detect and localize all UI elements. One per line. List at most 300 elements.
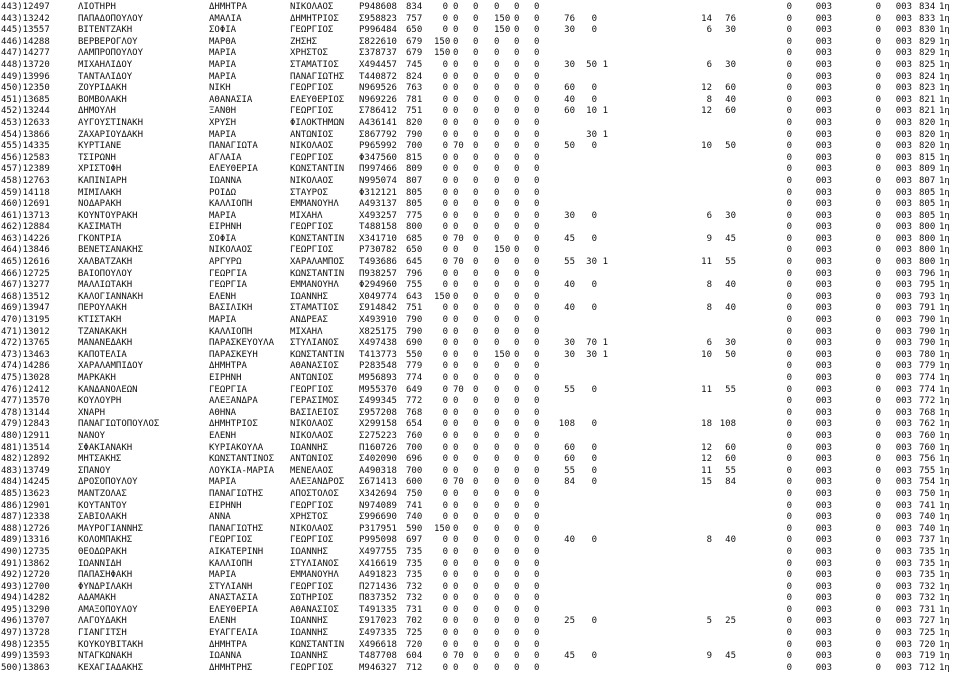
cell-grade: 1η: [939, 106, 950, 117]
cell-f5: 0: [534, 454, 540, 465]
cell-code2: 003: [895, 233, 912, 244]
cell-f2: 0: [473, 245, 479, 256]
cell-father_name: ΓΕΩΡΓΙΟΣ: [290, 222, 334, 233]
cell-total: 755: [919, 465, 936, 476]
cell-surname: ΜΑΝΤΖΟΛΑΣ: [78, 488, 127, 499]
cell-idx: 500)13863: [1, 662, 50, 673]
cell-f7: 0: [591, 384, 597, 395]
cell-sub2: 55: [725, 465, 736, 476]
cell-first_name: ΙΩΑΝΝΑ: [209, 175, 242, 186]
cell-score: 697: [406, 535, 423, 546]
cell-code2: 003: [895, 639, 912, 650]
cell-score: 824: [406, 71, 423, 82]
cell-sub2: 84: [725, 477, 736, 488]
cell-f2: 0: [473, 222, 479, 233]
cell-idx: 488)12726: [1, 523, 50, 534]
cell-total: 790: [919, 315, 936, 326]
cell-f3: 0: [494, 454, 500, 465]
cell-f3: 0: [494, 338, 500, 349]
cell-f3: 0: [494, 36, 500, 47]
cell-code2: 003: [895, 326, 912, 337]
cell-surname: ΛΑΓΟΥΔΑΚΗ: [78, 616, 127, 627]
cell-bonus: 0: [442, 384, 448, 395]
cell-total: 829: [919, 36, 936, 47]
cell-z1: 0: [786, 48, 792, 59]
cell-f4: 0: [514, 616, 520, 627]
cell-first_name: ΓΕΩΡΓΙΟΣ: [209, 535, 253, 546]
cell-first_name: ΙΩΑΝΝΑ: [209, 651, 242, 662]
cell-code2: 003: [895, 25, 912, 36]
cell-sub1: 15: [701, 477, 712, 488]
table-row: [0, 443, 959, 455]
cell-sub1: 9: [706, 651, 712, 662]
cell-father_name: ΑΘΑΝΑΣΙΟΣ: [290, 604, 339, 615]
cell-id_card: Τ413773: [359, 349, 397, 360]
cell-sub1: 12: [701, 106, 712, 117]
cell-code: 003: [815, 384, 832, 395]
cell-id_card: Ρ995098: [359, 535, 397, 546]
cell-idx: 482)12892: [1, 454, 50, 465]
cell-z1: 0: [786, 117, 792, 128]
cell-bonus: 0: [442, 338, 448, 349]
cell-f7: 0: [591, 442, 597, 453]
cell-id_card: Σ671413: [359, 477, 397, 488]
cell-f5: 0: [534, 338, 540, 349]
cell-idx: 475)13028: [1, 373, 50, 383]
cell-z2: 0: [875, 71, 881, 82]
cell-f6: 40: [564, 280, 575, 291]
cell-f2: 0: [473, 25, 479, 36]
cell-code: 003: [815, 454, 832, 465]
cell-f4: 0: [514, 454, 520, 465]
cell-f4: 0: [514, 175, 520, 186]
cell-bonus: 0: [442, 396, 448, 407]
cell-surname: ΝΟΔΑΡΑΚΗ: [78, 199, 122, 210]
cell-grade: 1η: [939, 164, 950, 175]
cell-sub2: 40: [725, 303, 736, 314]
cell-z2: 0: [875, 257, 881, 268]
cell-f1: 70: [453, 477, 464, 488]
cell-f5: 0: [534, 396, 540, 407]
cell-f7: 0: [591, 616, 597, 627]
cell-score: 712: [406, 662, 423, 673]
cell-f1: 0: [453, 558, 459, 569]
cell-id_card: Σ275223: [359, 430, 397, 441]
cell-code2: 003: [895, 419, 912, 430]
cell-f4: 0: [514, 210, 520, 221]
cell-idx: 496)13707: [1, 616, 50, 627]
cell-id_card: Χ416619: [359, 558, 397, 569]
cell-z1: 0: [786, 454, 792, 465]
cell-f3: 0: [494, 477, 500, 488]
cell-f5: 0: [534, 523, 540, 534]
cell-grade: 1η: [939, 83, 950, 94]
cell-sub1: 12: [701, 454, 712, 465]
cell-f4: 0: [514, 535, 520, 546]
cell-f3: 0: [494, 175, 500, 186]
cell-id_card: Τ487708: [359, 651, 397, 662]
table-row: [0, 385, 959, 397]
cell-f3: 0: [494, 222, 500, 233]
cell-first_name: ΔΗΜΗΤΡΑ: [209, 2, 247, 12]
cell-code2: 003: [895, 291, 912, 302]
cell-sub2: 40: [725, 280, 736, 291]
cell-code2: 003: [895, 442, 912, 453]
table-row: [0, 489, 959, 501]
cell-surname: ΘΕΟΔΩΡΑΚΗ: [78, 546, 127, 557]
cell-grade: 1η: [939, 442, 950, 453]
cell-f4: 0: [514, 349, 520, 360]
cell-idx: 483)13749: [1, 465, 50, 476]
table-row: [0, 396, 959, 408]
cell-idx: 473)13463: [1, 349, 50, 360]
cell-f1: 0: [453, 59, 459, 70]
cell-f2: 0: [473, 628, 479, 639]
cell-z1: 0: [786, 662, 792, 673]
cell-score: 700: [406, 141, 423, 152]
cell-first_name: ΑΘΗΝΑ: [209, 407, 237, 418]
cell-id_card: Σ917023: [359, 616, 397, 627]
cell-bonus: 0: [442, 280, 448, 291]
cell-f2: 0: [473, 117, 479, 128]
cell-z2: 0: [875, 129, 881, 140]
table-row: [0, 535, 959, 547]
table-row: [0, 199, 959, 211]
cell-sub2: 55: [725, 257, 736, 268]
cell-f4: 0: [514, 662, 520, 673]
cell-father_name: ΚΩΝΣΤΑΝΤΙΝ: [290, 164, 345, 175]
cell-total: 791: [919, 303, 936, 314]
cell-f2: 0: [473, 48, 479, 59]
table-row: [0, 95, 959, 107]
cell-total: 834: [919, 2, 936, 12]
cell-f4: 0: [514, 488, 520, 499]
cell-score: 834: [406, 2, 423, 12]
cell-f3: 0: [494, 570, 500, 581]
cell-f5: 0: [534, 152, 540, 163]
cell-f5: 0: [534, 465, 540, 476]
cell-surname: ΝΑΝΟΥ: [78, 430, 106, 441]
cell-idx: 463)14226: [1, 233, 50, 244]
cell-first_name: ΓΕΩΡΓΙΑ: [209, 280, 247, 291]
cell-code2: 003: [895, 500, 912, 511]
cell-f3: 0: [494, 430, 500, 441]
cell-grade: 1η: [939, 117, 950, 128]
cell-f3: 0: [494, 407, 500, 418]
cell-z2: 0: [875, 222, 881, 233]
cell-f4: 0: [514, 558, 520, 569]
cell-score: 735: [406, 558, 423, 569]
cell-z1: 0: [786, 303, 792, 314]
cell-f4: 0: [514, 59, 520, 70]
cell-first_name: ΕΛΕΥΘΕΡΙΑ: [209, 604, 258, 615]
cell-f3: 0: [494, 384, 500, 395]
cell-total: 756: [919, 454, 936, 465]
cell-grade: 1η: [939, 430, 950, 441]
cell-z1: 0: [786, 535, 792, 546]
cell-father_name: ΙΩΑΝΝΗΣ: [290, 628, 328, 639]
cell-bonus: 0: [442, 13, 448, 24]
cell-f4: 0: [514, 129, 520, 140]
cell-id_card: Ρ948608: [359, 2, 397, 12]
cell-surname: ΜΙΧΑΗΛΙΔΟΥ: [78, 59, 133, 70]
cell-id_card: Ρ996484: [359, 25, 397, 36]
cell-f4: 0: [514, 268, 520, 279]
cell-surname: ΜΑΛΛΙΩΤΑΚΗ: [78, 280, 133, 291]
cell-id_card: Χ049774: [359, 291, 397, 302]
cell-score: 741: [406, 500, 423, 511]
cell-father_name: ΜΙΧΑΗΛ: [290, 210, 323, 221]
cell-bonus: 0: [442, 546, 448, 557]
cell-code: 003: [815, 396, 832, 407]
cell-idx: 486)12901: [1, 500, 50, 511]
cell-f1: 0: [453, 662, 459, 673]
cell-score: 700: [406, 465, 423, 476]
cell-idx: 454)13866: [1, 129, 50, 140]
cell-score: 731: [406, 604, 423, 615]
cell-bonus: 150: [434, 36, 451, 47]
cell-f1: 0: [453, 129, 459, 140]
cell-father_name: ΜΕΝΕΛΑΟΣ: [290, 465, 334, 476]
cell-z2: 0: [875, 535, 881, 546]
cell-father_name: ΔΗΜΗΤΡΙΟΣ: [290, 13, 339, 24]
cell-bonus: 0: [442, 83, 448, 94]
cell-f3: 0: [494, 187, 500, 198]
table-row: [0, 245, 959, 257]
cell-z2: 0: [875, 442, 881, 453]
cell-f5: 0: [534, 164, 540, 175]
cell-id_card: Χ341710: [359, 233, 397, 244]
cell-score: 757: [406, 13, 423, 24]
table-row: [0, 222, 959, 234]
cell-f3: 0: [494, 48, 500, 59]
cell-id_card: Ρ283548: [359, 361, 397, 372]
cell-code: 003: [815, 245, 832, 256]
cell-bonus: 0: [442, 651, 448, 662]
cell-surname: ΑΔΑΜΑΚΗ: [78, 593, 116, 604]
cell-f1: 0: [453, 187, 459, 198]
cell-f7: 30: [586, 349, 597, 360]
cell-z2: 0: [875, 233, 881, 244]
cell-f5: 0: [534, 94, 540, 105]
cell-father_name: ΑΝΤΩΝΙΟΣ: [290, 373, 334, 383]
cell-code: 003: [815, 477, 832, 488]
cell-total: 735: [919, 546, 936, 557]
cell-father_name: ΦΙΛΟΚΤΗΜΩΝ: [290, 117, 345, 128]
cell-f4: 0: [514, 442, 520, 453]
cell-sub1: 6: [706, 25, 712, 36]
cell-f1: 0: [453, 628, 459, 639]
cell-score: 781: [406, 94, 423, 105]
cell-father_name: ΚΩΝΣΤΑΝΤΙΝ: [290, 233, 345, 244]
cell-bonus: 0: [442, 616, 448, 627]
cell-father_name: ΧΑΡΑΛΑΜΠΟΣ: [290, 257, 345, 268]
cell-grade: 1η: [939, 419, 950, 430]
cell-idx: 465)12616: [1, 257, 50, 268]
cell-z2: 0: [875, 651, 881, 662]
cell-f1: 0: [453, 13, 459, 24]
cell-father_name: ΑΛΕΞΑΝΔΡΟΣ: [290, 477, 345, 488]
cell-first_name: ΑΜΑΛΙΑ: [209, 13, 242, 24]
cell-total: 779: [919, 361, 936, 372]
cell-f2: 0: [473, 349, 479, 360]
cell-score: 751: [406, 303, 423, 314]
cell-first_name: ΓΕΩΡΓΙΑ: [209, 384, 247, 395]
cell-f6: 108: [558, 419, 575, 430]
cell-total: 712: [919, 662, 936, 673]
cell-code: 003: [815, 71, 832, 82]
cell-surname: ΣΠΑΝΟΥ: [78, 465, 111, 476]
cell-surname: ΤΑΝΤΑΛΙΔΟΥ: [78, 71, 133, 82]
cell-father_name: ΣΤΑΜΑΤΙΟΣ: [290, 303, 339, 314]
cell-code2: 003: [895, 175, 912, 186]
cell-bonus: 0: [442, 187, 448, 198]
cell-f2: 0: [473, 581, 479, 592]
cell-first_name: ΚΑΛΛΙΟΠΗ: [209, 326, 253, 337]
cell-f1: 70: [453, 384, 464, 395]
cell-id_card: Φ347560: [359, 152, 397, 163]
cell-idx: 474)14286: [1, 361, 50, 372]
cell-f3: 0: [494, 651, 500, 662]
table-row: [0, 83, 959, 95]
cell-father_name: ΓΕΩΡΓΙΟΣ: [290, 662, 334, 673]
cell-bonus: 0: [442, 512, 448, 523]
cell-code2: 003: [895, 570, 912, 581]
cell-code: 003: [815, 152, 832, 163]
cell-bonus: 0: [442, 535, 448, 546]
cell-f4: 0: [514, 280, 520, 291]
cell-total: 800: [919, 245, 936, 256]
cell-f4: 0: [514, 315, 520, 326]
cell-first_name: ΜΑΡΙΑ: [209, 570, 237, 581]
table-row: [0, 477, 959, 489]
cell-grade: 1η: [939, 373, 950, 383]
cell-f4: 0: [514, 361, 520, 372]
cell-father_name: ΝΙΚΟΛΑΟΣ: [290, 141, 334, 152]
cell-z2: 0: [875, 558, 881, 569]
cell-first_name: ΠΑΝΑΓΙΩΤΗΣ: [209, 523, 264, 534]
cell-z2: 0: [875, 628, 881, 639]
cell-f5: 0: [534, 651, 540, 662]
cell-grade: 1η: [939, 338, 950, 349]
cell-code: 003: [815, 639, 832, 650]
cell-score: 790: [406, 129, 423, 140]
cell-first_name: ΕΙΡΗΝΗ: [209, 500, 242, 511]
cell-z2: 0: [875, 36, 881, 47]
cell-f6: 60: [564, 442, 575, 453]
cell-total: 820: [919, 141, 936, 152]
cell-z1: 0: [786, 233, 792, 244]
cell-code: 003: [815, 2, 832, 12]
cell-code2: 003: [895, 361, 912, 372]
cell-score: 645: [406, 257, 423, 268]
cell-f1: 0: [453, 83, 459, 94]
cell-z1: 0: [786, 465, 792, 476]
cell-f1: 0: [453, 48, 459, 59]
cell-surname: ΚΑΝΔΑΝΟΛΕΩΝ: [78, 384, 138, 395]
cell-f3: 0: [494, 280, 500, 291]
cell-idx: 479)12843: [1, 419, 50, 430]
cell-code2: 003: [895, 106, 912, 117]
cell-code2: 003: [895, 523, 912, 534]
cell-sub2: 30: [725, 25, 736, 36]
cell-f6: 60: [564, 83, 575, 94]
table-row: [0, 593, 959, 605]
cell-id_card: Χ494457: [359, 59, 397, 70]
cell-surname: ΖΑΧΑΡΙΟΥΔΑΚΗ: [78, 129, 144, 140]
cell-f4: 0: [514, 326, 520, 337]
cell-f3: 0: [494, 373, 500, 383]
cell-z2: 0: [875, 616, 881, 627]
cell-first_name: ΔΗΜΗΤΡΑ: [209, 361, 247, 372]
cell-f2: 0: [473, 94, 479, 105]
cell-father_name: ΣΤΥΛΙΑΝΟΣ: [290, 338, 339, 349]
cell-f2: 0: [473, 546, 479, 557]
cell-z2: 0: [875, 546, 881, 557]
cell-score: 796: [406, 268, 423, 279]
cell-total: 735: [919, 570, 936, 581]
cell-f4: 0: [514, 604, 520, 615]
cell-surname: ΔΡΟΣΟΠΟΥΛΟΥ: [78, 477, 138, 488]
cell-total: 750: [919, 488, 936, 499]
cell-idx: 491)13862: [1, 558, 50, 569]
cell-code: 003: [815, 558, 832, 569]
cell-score: 685: [406, 233, 423, 244]
cell-z1: 0: [786, 175, 792, 186]
cell-f1: 0: [453, 222, 459, 233]
cell-code: 003: [815, 593, 832, 604]
cell-f1: 70: [453, 651, 464, 662]
cell-z1: 0: [786, 2, 792, 12]
cell-z2: 0: [875, 430, 881, 441]
cell-code2: 003: [895, 512, 912, 523]
cell-f2: 0: [473, 268, 479, 279]
cell-z1: 0: [786, 106, 792, 117]
cell-grade: 1η: [939, 152, 950, 163]
cell-f6: 40: [564, 94, 575, 105]
cell-code2: 003: [895, 36, 912, 47]
cell-f3: 0: [494, 94, 500, 105]
cell-z2: 0: [875, 2, 881, 12]
cell-code2: 003: [895, 338, 912, 349]
cell-bonus: 0: [442, 581, 448, 592]
cell-idx: 459)14118: [1, 187, 50, 198]
cell-z1: 0: [786, 36, 792, 47]
cell-f5: 0: [534, 245, 540, 256]
cell-f2: 0: [473, 454, 479, 465]
cell-sub1: 8: [706, 280, 712, 291]
cell-father_name: ΑΠΟΣΤΟΛΟΣ: [290, 488, 339, 499]
cell-f7: 0: [591, 465, 597, 476]
cell-score: 702: [406, 616, 423, 627]
cell-f5: 0: [534, 628, 540, 639]
cell-z2: 0: [875, 315, 881, 326]
cell-f5: 0: [534, 535, 540, 546]
cell-surname: ΧΝΑΡΗ: [78, 407, 106, 418]
cell-f5: 0: [534, 210, 540, 221]
cell-f6: 45: [564, 233, 575, 244]
cell-total: 731: [919, 604, 936, 615]
cell-f6: 40: [564, 303, 575, 314]
cell-f1: 70: [453, 257, 464, 268]
cell-bonus: 0: [442, 117, 448, 128]
cell-total: 741: [919, 500, 936, 511]
cell-surname: ΠΕΡΟΥΛΑΚΗ: [78, 303, 127, 314]
cell-z1: 0: [786, 430, 792, 441]
cell-code2: 003: [895, 546, 912, 557]
cell-f1: 0: [453, 199, 459, 210]
cell-f4: 0: [514, 477, 520, 488]
